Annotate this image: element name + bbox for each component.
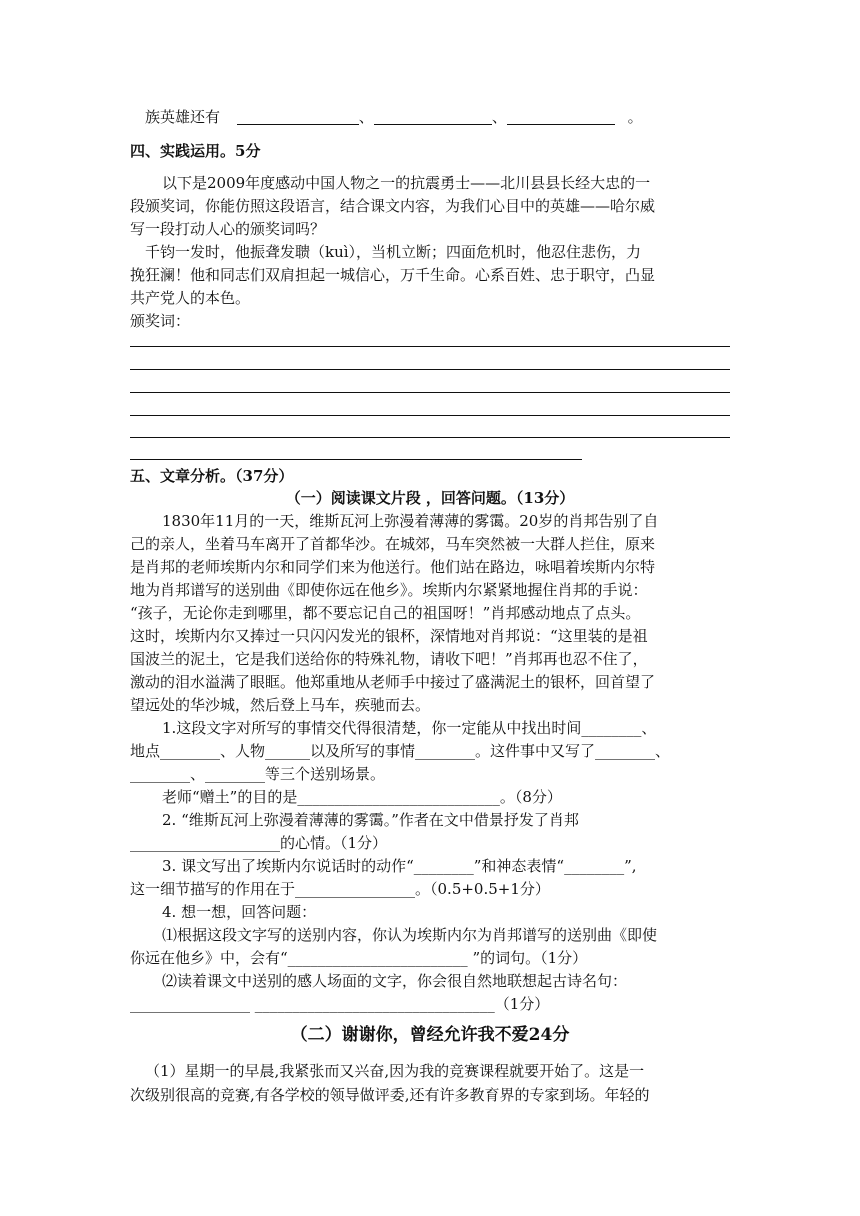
question-4-line: ⑵读着课文中送别的感人场面的文字，你会很自然地联想起古诗名句： — [162, 972, 628, 990]
section4-intro-3: 写一段打动人心的颁奖词吗？ — [130, 220, 326, 238]
question-2-line: 2. “维斯瓦河上弥漫着薄薄的雾霭。”作者在文中借景抒发了肖邦 — [162, 811, 579, 829]
question-4-line: 你远在他乡》中，会有“________________________ ”的词句。（1分） — [130, 949, 588, 967]
section4-quote-1: 千钧一发时，他振聋发聩（kuì），当机立断；四面危机时，他忍住悲伤，力 — [145, 243, 642, 261]
passage-line: 国波兰的泥土，它是我们送给你的特殊礼物，请收下吧！”肖邦再也忍不住了， — [130, 650, 648, 668]
passage-line: 激动的泪水溢满了眼眶。他郑重地从老师手中接过了盛满泥土的银杯，回首望了 — [130, 673, 656, 691]
writing-line[interactable] — [130, 346, 730, 347]
question-3-line: 3. 课文写出了埃斯内尔说话时的动作“________”和神态表情“________”, — [162, 857, 637, 875]
answer-blank[interactable] — [507, 109, 615, 125]
writing-line[interactable] — [130, 437, 730, 438]
section4-intro-2: 段颁奖词，你能仿照这段语言，结合课文内容，为我们心目中的英雄——哈尔威 — [130, 197, 656, 215]
passage-line: 1830年11月的一天，维斯瓦河上弥漫着薄薄的雾霭。20岁的肖邦告别了自 — [162, 512, 659, 530]
question-2-line: ____________________的心情。（1分） — [130, 834, 388, 852]
section4-quote-3: 共产党人的本色。 — [130, 289, 251, 307]
section5-heading: 五、文章分析。（37分） — [130, 467, 294, 485]
writing-line[interactable] — [130, 392, 730, 393]
writing-line[interactable] — [130, 369, 730, 370]
answer-blank[interactable] — [237, 109, 359, 125]
award-label: 颁奖词： — [130, 312, 191, 330]
answer-blank[interactable] — [374, 109, 492, 125]
writing-line[interactable] — [130, 459, 582, 460]
question-3-line: 这一细节描写的作用在于________________。（0.5+0.5+1分） — [130, 880, 550, 898]
passage2-line: 次级别很高的竞赛,有各学校的领导做评委,还有许多教育界的专家到场。年轻的 — [130, 1086, 650, 1104]
question-4-line: ⑴根据这段文字写的送别内容，你认为埃斯内尔为肖邦谱写的送别曲《即使 — [162, 926, 658, 944]
section5-sub2-heading: （二）谢谢你，曾经允许我不爱24分 — [290, 1025, 570, 1045]
question-1-line: 地点________、人物______以及所写的事情________。这件事中又写了________、 — [130, 742, 671, 760]
question-4-line: ________________ ________________________________（1分） — [130, 995, 550, 1013]
question-1-line: 老师“赠土”的目的是___________________________。（8分） — [162, 788, 562, 806]
section4-quote-2: 挽狂澜！他和同志们双肩担起一城信心，万千生命。心系百姓、忠于职守，凸显 — [130, 266, 656, 284]
passage2-line: （1）星期一的早晨,我紧张而又兴奋,因为我的竞赛课程就要开始了。这是一 — [145, 1062, 645, 1080]
passage-line: 地为肖邦谱写的送别曲《即使你远在他乡》。埃斯内尔紧紧地握住肖邦的手说： — [130, 581, 648, 599]
section4-intro-1: 以下是2009年度感动中国人物之一的抗震勇士——北川县县长经大忠的一 — [162, 174, 651, 192]
passage-line: “孩子，无论你走到哪里，都不要忘记自己的祖国呀！”肖邦感动地点了点头。 — [130, 604, 641, 622]
question-1-line: 1.这段文字对所写的事情交代得很清楚，你一定能从中找出时间________、 — [162, 719, 657, 737]
passage-line: 己的亲人，坐着马车离开了首都华沙。在城郊，马车突然被一大群人拦住，原来 — [130, 535, 656, 553]
passage-line: 望远处的华沙城，然后登上马车，疾驰而去。 — [130, 696, 431, 714]
question-1-line: ________、________等三个送别场景。 — [130, 765, 386, 783]
section4-heading: 四、实践运用。5分 — [130, 142, 261, 160]
section5-sub1-heading: （一）阅读课文片段 ，回答问题。（13分） — [285, 489, 575, 507]
question-4-line: 4. 想一想，回答问题： — [162, 903, 317, 921]
passage-line: 是肖邦的老师埃斯内尔和同学们来为他送行。他们站在路边，咏唱着埃斯内尔特 — [130, 558, 656, 576]
passage-line: 这时，埃斯内尔又捧过一只闪闪发光的银杯，深情地对肖邦说：“这里装的是祖 — [130, 627, 648, 645]
top-fill-line: 族英雄还有 、 、 。 — [145, 108, 643, 126]
writing-line[interactable] — [130, 415, 730, 416]
